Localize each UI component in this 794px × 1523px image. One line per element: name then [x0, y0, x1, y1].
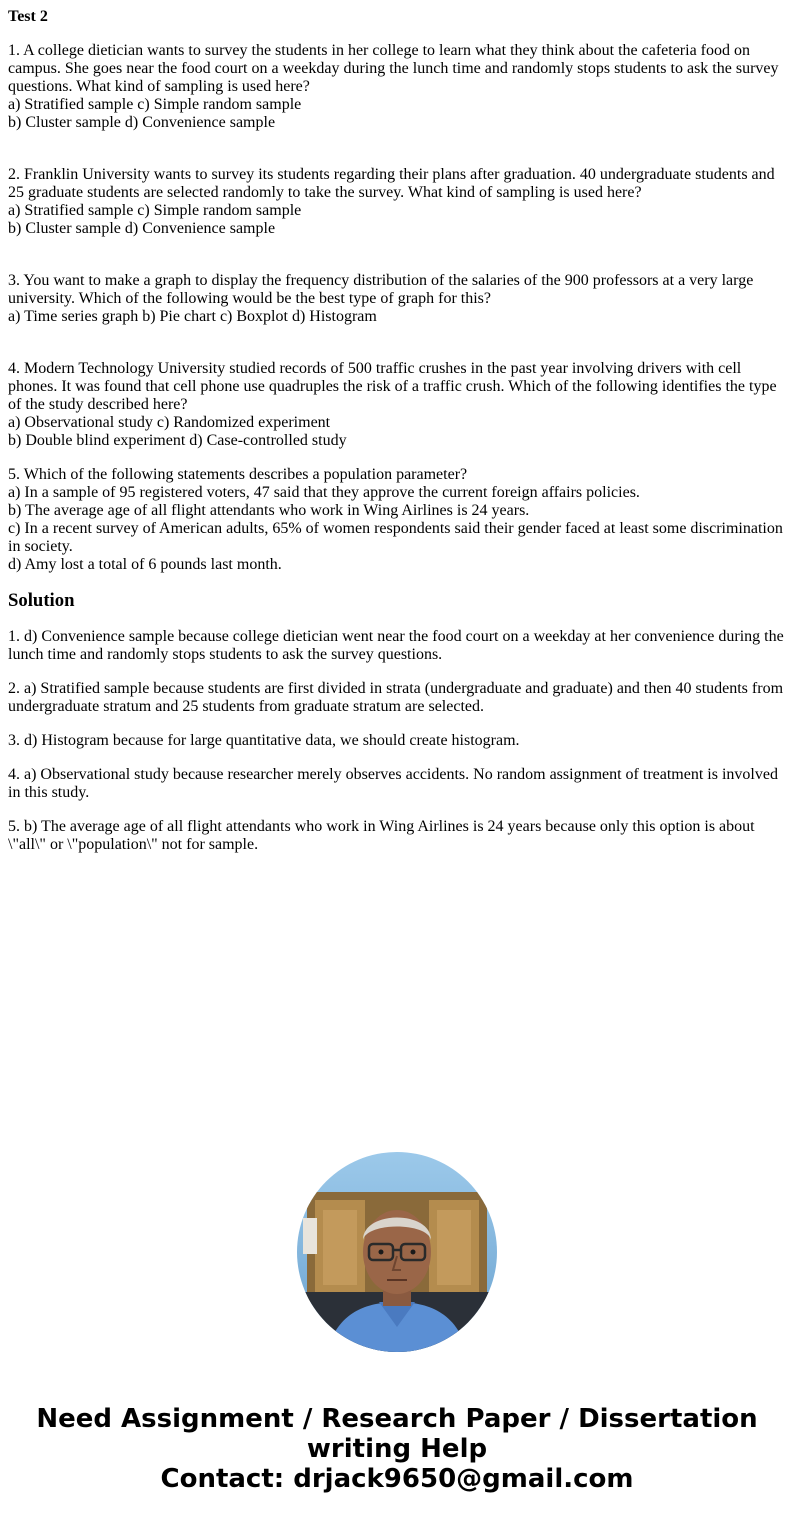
- solution-answer-1: 1. d) Convenience sample because college dietician went near the food court on a weekday at her convenience during the lunch time and randomly stops students to ask the survey questions.: [8, 628, 784, 663]
- author-avatar: [297, 1152, 497, 1352]
- document-body: [8, 8, 786, 870]
- question-text: 1. A college dietician wants to survey the students in her college to learn what they think about the cafeteria food on campus. She goes near the food court on a weekday during the lunch time and randomly stops students to ask the survey questions. What kind of sampling is used here?: [8, 42, 779, 95]
- question-option: b) Cluster sample d) Convenience sample: [8, 220, 276, 237]
- question-text: 2. Franklin University wants to survey its students regarding their plans after graduation. 40 undergraduate students and 25 graduate students are selected randomly to take the survey. What kind of sampling is used here?: [8, 166, 775, 201]
- question-5: [8, 466, 786, 574]
- question-option: a) In a sample of 95 registered voters, 47 said that they approve the current foreign affairs policies.: [8, 484, 640, 501]
- solution-answer-4: 4. a) Observational study because researcher merely observes accidents. No random assignment of treatment is involved in this study.: [8, 766, 778, 801]
- question-4: [8, 360, 786, 450]
- question-option: b) Cluster sample d) Convenience sample: [8, 114, 276, 131]
- question-2: [8, 166, 786, 238]
- question-option: b) The average age of all flight attendants who work in Wing Airlines is 24 years.: [8, 502, 530, 519]
- question-option: a) Stratified sample c) Simple random sample: [8, 96, 302, 113]
- solution-answer-3: 3. d) Histogram because for large quantitative data, we should create histogram.: [8, 732, 520, 749]
- promo-contact: Contact: drjack9650@gmail.com: [160, 1464, 634, 1494]
- question-3: [8, 272, 786, 326]
- question-option: b) Double blind experiment d) Case-controlled study: [8, 432, 347, 449]
- author-portrait-icon: [297, 1152, 497, 1352]
- solution-heading: Solution: [8, 590, 75, 611]
- question-option: c) In a recent survey of American adults, 65% of women respondents said their gender faced at least some discrimination in society.: [8, 520, 783, 555]
- promo-line: writing Help: [306, 1434, 488, 1464]
- promo-line: Need Assignment / Research Paper / Dissertation: [36, 1404, 758, 1434]
- solution-answer-5: 5. b) The average age of all flight attendants who work in Wing Airlines is 24 years because only this option is about \"all\" or \"population\" not for sample.: [8, 818, 755, 853]
- solution-answer-2: 2. a) Stratified sample because students are first divided in strata (undergraduate and graduate) and then 40 students from undergraduate stratum and 25 students from graduate stratum are selected.: [8, 680, 784, 715]
- question-option: d) Amy lost a total of 6 pounds last month.: [8, 556, 282, 573]
- question-text: 3. You want to make a graph to display the frequency distribution of the salaries of the 900 professors at a very large university. Which of the following would be the best type of graph for this?: [8, 272, 754, 307]
- question-option: a) Time series graph b) Pie chart c) Boxplot d) Histogram: [8, 308, 377, 325]
- question-option: a) Stratified sample c) Simple random sample: [8, 202, 302, 219]
- promo-text: [0, 1404, 794, 1494]
- question-option: a) Observational study c) Randomized experiment: [8, 414, 331, 431]
- question-text: 5. Which of the following statements describes a population parameter?: [8, 466, 468, 483]
- question-text: 4. Modern Technology University studied records of 500 traffic crushes in the past year involving drivers with cell phones. It was found that cell phone use quadruples the risk of a traffic crush. Which of the following identifies the type of the study described here?: [8, 360, 777, 413]
- question-1: [8, 42, 786, 132]
- page-title: Test 2: [8, 8, 48, 25]
